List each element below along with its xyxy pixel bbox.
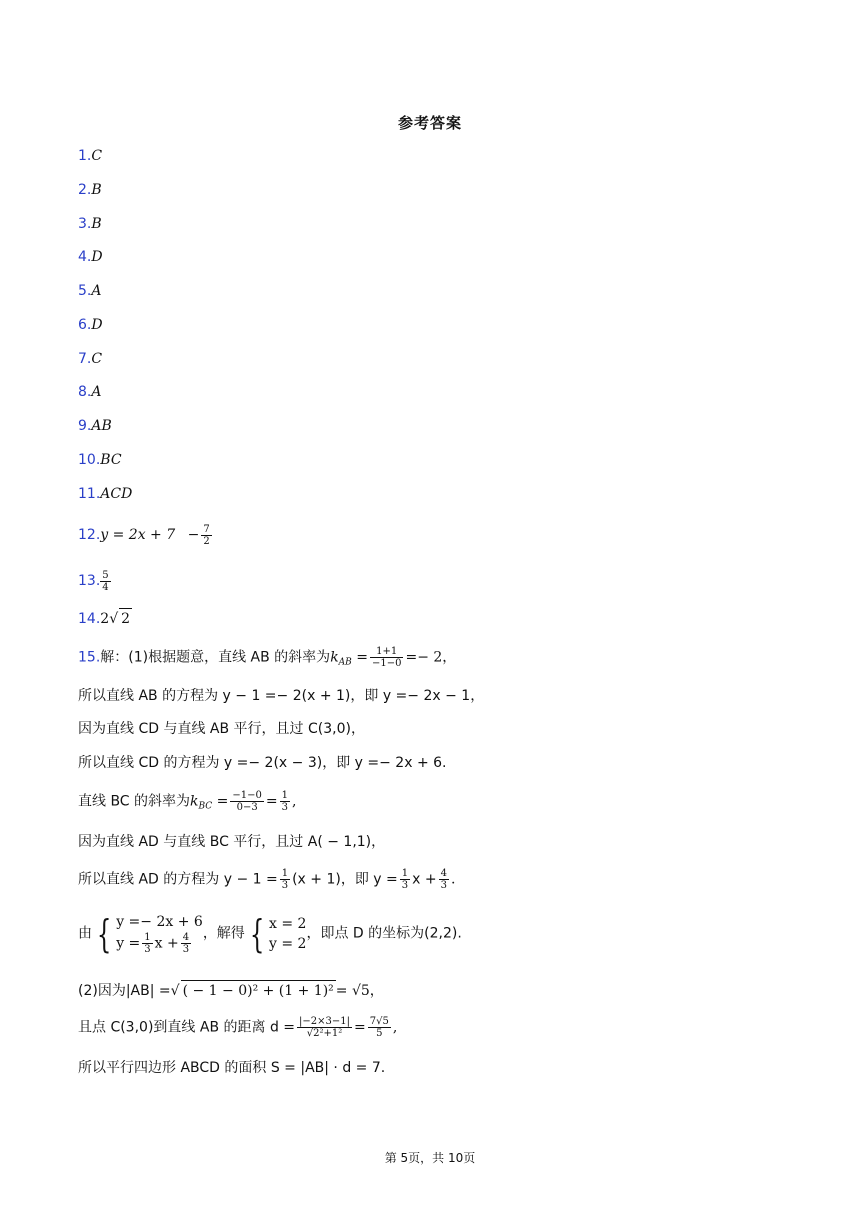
solution-line-3: 因为直线 CD 与直线 AB 平行，且过 C(3,0)，	[78, 721, 365, 737]
solution-line-1	[78, 646, 456, 673]
solution-y: y = 2	[269, 935, 307, 952]
coefficient-fraction	[142, 932, 152, 955]
distance-fraction	[368, 1016, 391, 1039]
fraction-numerator: 1	[281, 868, 289, 879]
slope-fraction	[230, 790, 263, 813]
constant-fraction	[439, 868, 449, 891]
answer-item	[78, 315, 103, 335]
fraction-denominator: −1−0	[371, 658, 402, 669]
equation-middle: x +	[154, 935, 179, 952]
answer-number: 5.	[78, 283, 92, 299]
fraction-denominator: 3	[281, 880, 289, 891]
fraction-numerator: −1−0	[232, 790, 262, 801]
answer-item	[78, 214, 102, 234]
answer-item	[78, 484, 132, 504]
line-middle: (x + 1)，即 y =	[292, 871, 398, 888]
answer-number: 9.	[78, 418, 92, 434]
line-end: x +	[412, 871, 437, 888]
equals-sign: =	[353, 1019, 366, 1036]
answer-item	[78, 608, 132, 628]
page-title: 参考答案	[397, 114, 462, 132]
line-prefix: 且点 C(3,0)到直线 AB 的距离 d =	[78, 1019, 296, 1036]
line-prefix: 所以直线 AD 的方程为 y − 1 =	[78, 871, 278, 888]
fraction-denominator: 3	[401, 880, 409, 891]
coefficient-fraction	[280, 868, 290, 891]
solution-line-6: 因为直线 AD 与直线 BC 平行，且过 A( − 1,1)，	[78, 834, 386, 850]
system-equation-1: y =− 2x + 6	[116, 914, 203, 930]
fraction-numerator: 1+1	[370, 646, 403, 658]
fraction-numerator: 5	[102, 569, 109, 581]
line-end: ，即点 D 的坐标为(2,2).	[306, 925, 462, 942]
answer-text: B	[91, 216, 102, 232]
answer-number: 15.	[78, 649, 101, 666]
answer-number: 3.	[78, 216, 92, 232]
solution-line-10	[78, 1016, 397, 1039]
answer-number: 8.	[78, 384, 92, 400]
answer-sign: −	[187, 527, 200, 543]
answer-text: D	[91, 249, 103, 265]
answer-item	[78, 568, 113, 594]
fraction-denominator: 0−3	[236, 802, 258, 813]
sqrt-radicand: ( − 1 − 0)² + (1 + 1)²	[181, 980, 336, 1001]
answer-item	[78, 281, 101, 301]
page-footer: 第 5页，共 10页	[384, 1151, 476, 1165]
solution-line-2: 所以直线 AB 的方程为 y − 1 =− 2(x + 1)，即 y =− 2x − 1，	[78, 688, 485, 704]
equals-sign: =	[216, 793, 229, 810]
fraction-numerator: 4	[182, 932, 190, 943]
equation-left: y =	[116, 935, 141, 952]
left-brace: {	[96, 911, 112, 956]
solution-line-8	[78, 912, 462, 955]
answer-number: 6.	[78, 317, 92, 333]
slope-result: =− 2，	[405, 649, 457, 666]
sqrt-symbol: √	[109, 611, 119, 627]
answer-number: 13.	[78, 573, 101, 589]
fraction-denominator: 5	[376, 1028, 383, 1039]
solution-line-7	[78, 868, 455, 891]
constant-fraction	[181, 932, 191, 955]
left-brace: {	[249, 911, 265, 956]
answer-fraction	[100, 570, 110, 593]
answer-number: 14.	[78, 611, 101, 627]
fraction-numerator: 1	[401, 868, 409, 879]
answer-text: D	[91, 317, 103, 333]
sqrt-symbol: √	[170, 983, 180, 999]
answer-text: C	[91, 148, 103, 164]
answer-number: 10.	[78, 452, 101, 468]
answer-item	[78, 146, 102, 166]
fraction-numerator: 7√5	[369, 1016, 389, 1027]
answer-item	[78, 450, 122, 470]
equation-system	[116, 912, 203, 955]
fraction-denominator: 4	[102, 581, 109, 593]
answer-item	[78, 382, 101, 402]
fraction-denominator: 3	[182, 944, 190, 955]
line-prefix: 由	[78, 925, 92, 942]
distance-fraction	[297, 1016, 352, 1039]
answer-number: 7.	[78, 351, 92, 367]
slope-symbol: k	[330, 649, 339, 666]
fraction-denominator: 3	[144, 944, 151, 955]
slope-fraction	[370, 646, 403, 669]
answer-number: 11.	[78, 486, 101, 502]
fraction-numerator: |−2×3−1|	[299, 1016, 350, 1027]
answer-text: y = 2x + 7	[100, 527, 176, 543]
line-prefix: (2)因为|AB| =	[78, 983, 171, 999]
line-prefix: 直线 BC 的斜率为	[78, 793, 191, 810]
answer-text: A	[91, 283, 102, 299]
slope-fraction	[280, 790, 290, 813]
sqrt-radicand: 2	[119, 608, 132, 629]
fraction-denominator: 3	[281, 802, 288, 813]
solution-line-4: 所以直线 CD 的方程为 y =− 2(x − 3)，即 y =− 2x + 6.	[78, 755, 447, 771]
solution-intro: 解：(1)根据题意，直线 AB 的斜率为	[100, 649, 331, 666]
answer-item	[78, 416, 112, 436]
punctuation: .	[450, 871, 456, 888]
fraction-denominator: 3	[440, 880, 447, 891]
answer-item	[78, 247, 103, 267]
answer-number: 4.	[78, 249, 92, 265]
solution-line-5	[78, 790, 296, 817]
answer-number: 1.	[78, 148, 92, 164]
fraction-numerator: 1	[281, 790, 288, 801]
answer-item	[78, 522, 214, 548]
system-equation-2	[116, 932, 203, 955]
line-end: = √5，	[335, 983, 384, 999]
fraction-numerator: 4	[440, 868, 447, 879]
fraction-denominator: 2	[203, 535, 210, 547]
slope-subscript: BC	[198, 801, 213, 812]
answer-text: BC	[100, 452, 122, 468]
punctuation: ,	[392, 1019, 398, 1036]
fraction-denominator: √2²+1²	[306, 1028, 343, 1039]
solution-line-11: 所以平行四边形 ABCD 的面积 S = |AB| · d = 7.	[78, 1060, 386, 1076]
answer-text: B	[91, 182, 102, 198]
equals-sign: =	[265, 793, 278, 810]
fraction-numerator: 1	[144, 932, 151, 943]
answer-text: 2	[100, 611, 110, 627]
equals-sign: =	[356, 649, 368, 666]
coefficient-fraction	[400, 868, 410, 891]
slope-subscript: AB	[338, 657, 352, 668]
answer-number: 12.	[78, 527, 101, 543]
answer-fraction	[201, 524, 211, 547]
answer-text: ACD	[100, 486, 133, 502]
solution-x: x = 2	[269, 915, 307, 932]
answer-item	[78, 180, 102, 200]
answer-text: A	[91, 384, 102, 400]
fraction-numerator: 7	[203, 523, 210, 535]
solution-line-9	[78, 980, 384, 1001]
solution-system	[269, 914, 306, 954]
answer-text: C	[91, 351, 103, 367]
punctuation: ,	[291, 793, 297, 810]
slope-symbol: k	[190, 793, 199, 810]
line-middle: ，解得	[202, 925, 245, 942]
answer-item	[78, 349, 102, 369]
answer-text: AB	[91, 418, 112, 434]
answer-number: 2.	[78, 182, 92, 198]
